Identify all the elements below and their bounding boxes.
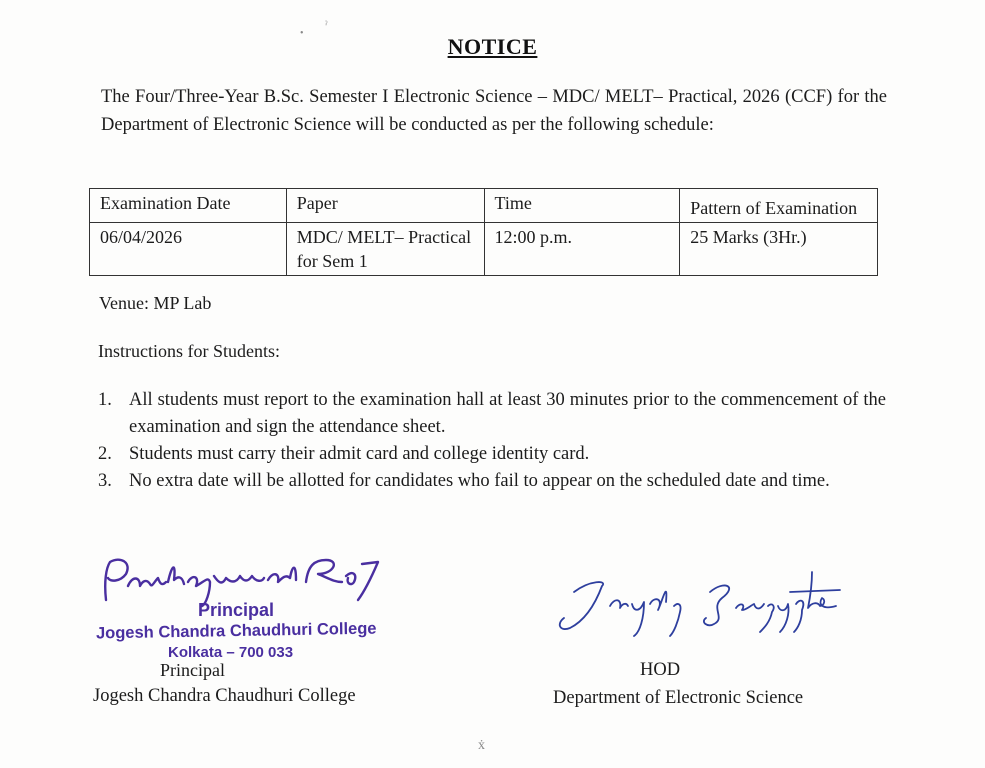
hod-role: HOD <box>640 660 681 680</box>
notice-title: NOTICE <box>447 34 538 59</box>
header-exam-date: Examination Date <box>90 189 287 223</box>
header-paper: Paper <box>286 189 484 223</box>
principal-role: Principal <box>160 660 225 680</box>
item-text: Students must carry their admit card and college identity card. <box>129 444 590 464</box>
header-pattern: Pattern of Examination <box>680 189 878 223</box>
item-number: 1. <box>98 390 112 410</box>
venue-text: Venue: MP Lab <box>99 293 212 313</box>
cell-paper: MDC/ MELT– Practical for Sem 1 <box>286 223 484 276</box>
list-item <box>98 387 886 441</box>
item-number: 2. <box>98 444 112 464</box>
principal-college: Jogesh Chandra Chaudhuri College <box>93 686 356 706</box>
item-number: 3. <box>98 471 112 491</box>
table-row <box>90 223 878 276</box>
list-item <box>98 468 886 495</box>
list-item <box>98 441 886 468</box>
instructions-list <box>98 387 886 495</box>
hod-department: Department of Electronic Science <box>553 688 804 708</box>
notice-intro: The Four/Three-Year B.Sc. Semester I Electronic Science – MDC/ MELT– Practical, 2026 (CCF) for the Department of Electronic Science will be conducted as per the following schedule: <box>101 87 887 135</box>
hod-signature <box>550 562 850 642</box>
header-time: Time <box>484 189 680 223</box>
scan-speck: • <box>300 28 304 39</box>
scan-speck: ˀ <box>325 20 328 31</box>
schedule-table <box>89 188 878 276</box>
scan-speck: ẋ <box>478 738 485 753</box>
stamp-college: Jogesh Chandra Chaudhuri College <box>95 619 377 643</box>
cell-pattern: 25 Marks (3Hr.) <box>680 223 878 276</box>
stamp-city: Kolkata – 700 033 <box>168 644 294 661</box>
instructions-heading: Instructions for Students: <box>98 341 280 361</box>
cell-exam-date: 06/04/2026 <box>90 223 287 276</box>
table-header-row <box>90 189 878 223</box>
cell-time: 12:00 p.m. <box>484 223 680 276</box>
item-text: All students must report to the examination hall at least 30 minutes prior to the commencement of the examination and sign the attendance sheet. <box>129 390 886 437</box>
stamp-title: Principal <box>198 600 275 620</box>
item-text: No extra date will be allotted for candidates who fail to appear on the scheduled date and time. <box>129 471 830 491</box>
